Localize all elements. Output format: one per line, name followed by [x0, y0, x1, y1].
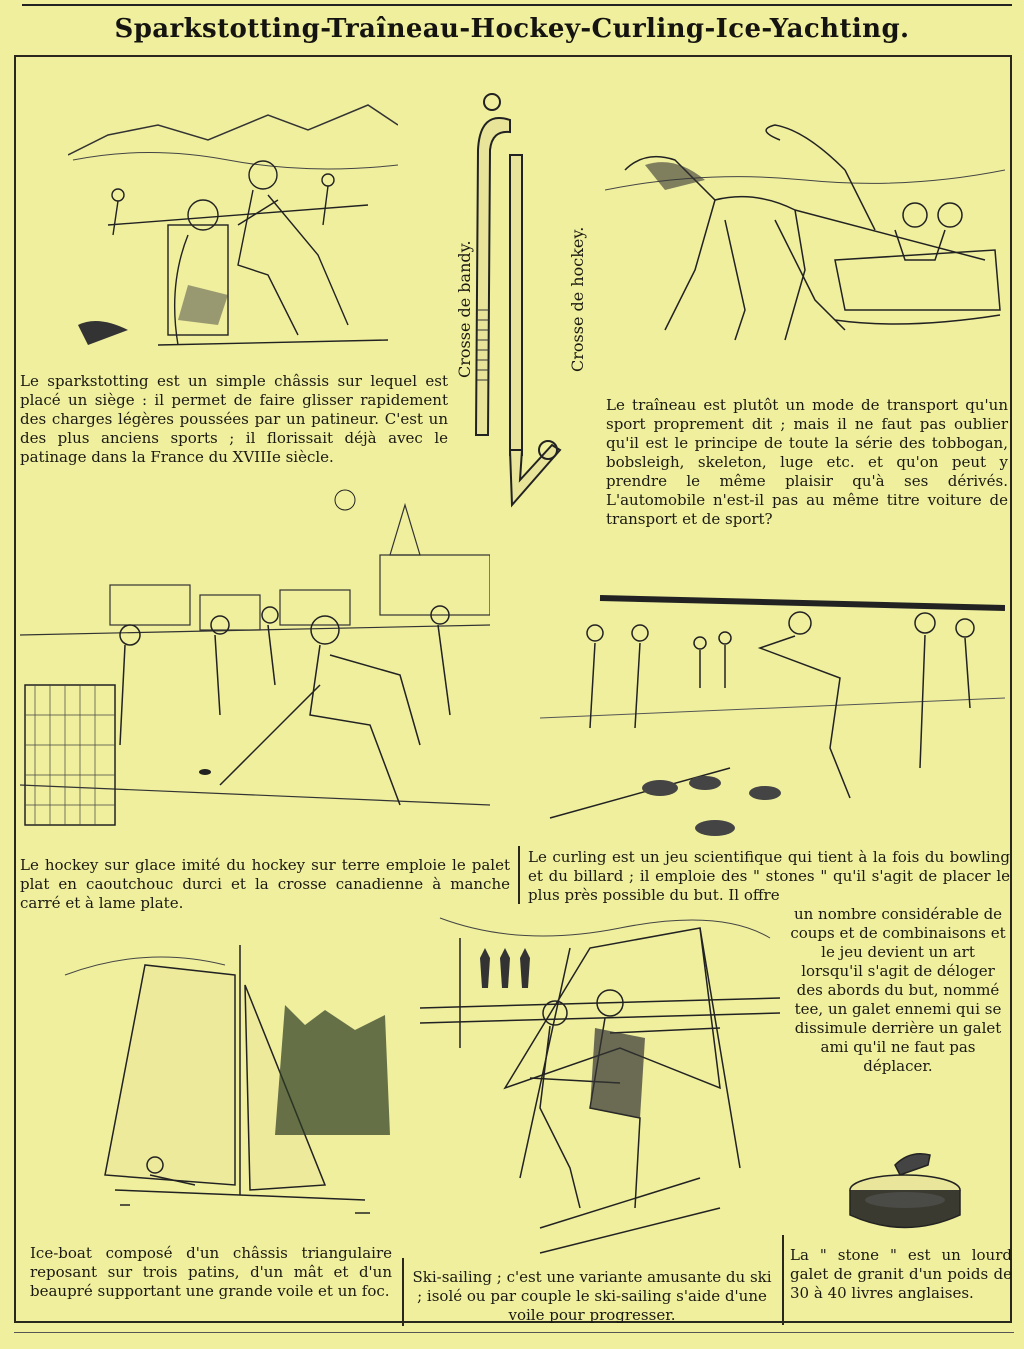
curling-illustration	[540, 588, 1005, 838]
column-divider-curling	[518, 846, 520, 904]
curling-caption-bottom: un nombre considérable de coups et de combinaisons et le jeu devient un art lorsqu'il s'agit de déloger des abords du but, nommé tee, un galet ennemi qui se dissimule derrière un galet ami qu'il ne faut pas déplacer.	[790, 905, 1006, 1075]
traineau-caption: Le traîneau est plutôt un mode de transport qu'un sport proprement dit ; mais il ne faut pas oublier qu'il est le principe de toute la série des tobbogan, bobsleigh, skeleton, luge etc. et qu'on peut y prendre le même plaisir qu'à ses dérivés. L'automobile n'est-il pas au même titre voiture de transport et de sport?	[606, 396, 1008, 528]
hockey-caption: Le hockey sur glace imité du hockey sur terre emploie le palet plat en caoutchouc durci et la crosse canadienne à manche carré et à lame plate.	[20, 856, 510, 912]
page-title: Sparkstotting-Traîneau-Hockey-Curling-Ice-Yachting.	[114, 14, 910, 44]
column-divider-stone	[782, 1235, 784, 1325]
iceboat-illustration	[25, 935, 400, 1235]
top-rule	[22, 4, 1012, 6]
curling-caption-top: Le curling est un jeu scientifique qui tient à la fois du bowling et du billard ; il emploie des " stones " qu'il s'agit de placer le plus près possible du but. Il offre	[528, 848, 1010, 904]
bandy-stick-label: Crosse de bandy.	[455, 240, 474, 378]
sleigh-illustration	[605, 110, 1005, 360]
skisailing-caption: Ski-sailing ; c'est une variante amusante du ski ; isolé ou par couple le ski-sailing s'aide d'une voile pour progresser.	[412, 1268, 772, 1324]
skisailing-illustration	[420, 908, 780, 1258]
stone-caption: La " stone " est un lourd galet de granit d'un poids de 30 à 40 livres anglaises.	[790, 1246, 1012, 1302]
column-divider-iceboat	[402, 1258, 404, 1326]
bottom-rule	[14, 1332, 1014, 1333]
curling-stone-illustration	[840, 1145, 970, 1235]
sparkstotting-caption: Le sparkstotting est un simple châssis sur lequel est placé un siège : il permet de faire glisser rapidement des charges légères poussées par un patineur. C'est un des plus anciens sports ; il florissait déjà avec le patinage dans la France du XVIIIe siècle.	[20, 372, 448, 466]
iceboat-caption: Ice-boat composé d'un châssis triangulaire reposant sur trois patins, d'un mât et d'un beaupré supportant une grande voile et un foc.	[30, 1244, 392, 1300]
hockey-stick-label: Crosse de hockey.	[568, 226, 587, 372]
hockey-illustration	[20, 485, 490, 840]
sparkstotting-illustration	[68, 85, 398, 370]
